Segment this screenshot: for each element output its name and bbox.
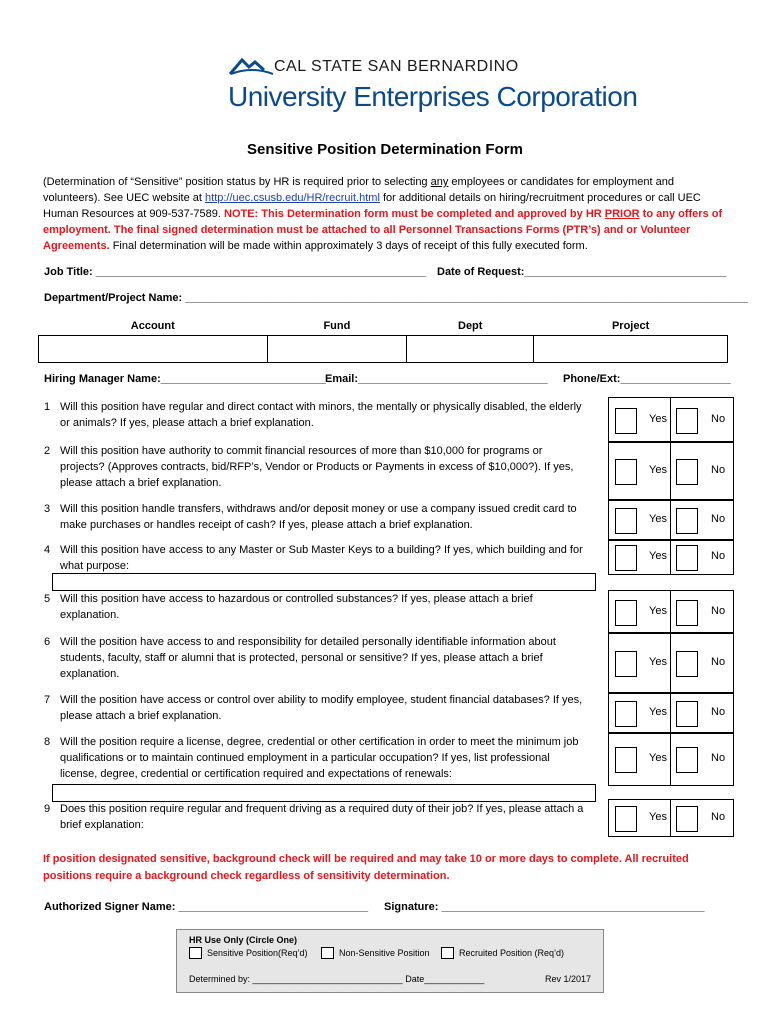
no-label: No bbox=[711, 513, 726, 525]
yes-label: Yes bbox=[649, 550, 667, 562]
intro-text-2: employees or candidates for employment and volunteers). See UEC website at bbox=[43, 176, 674, 204]
account-header: Account bbox=[130, 320, 175, 332]
no-label: No bbox=[711, 752, 726, 764]
question-number: 6 bbox=[44, 636, 51, 648]
question-3-answer bbox=[608, 499, 734, 541]
no-label: No bbox=[711, 413, 726, 425]
intro-text-3: for additional details on hiring/recruitment procedures or call UEC Human Resources at 909-537-7589. bbox=[43, 192, 701, 220]
yes-checkbox[interactable] bbox=[615, 747, 637, 773]
authorized-signer-field[interactable]: Authorized Signer Name: _______________________________ bbox=[44, 901, 369, 913]
yes-checkbox[interactable] bbox=[615, 508, 637, 534]
intro-any: any bbox=[430, 176, 449, 188]
no-label: No bbox=[711, 811, 726, 823]
question-number: 1 bbox=[44, 401, 51, 413]
revision-label: Rev 1/2017 bbox=[545, 974, 592, 984]
no-checkbox[interactable] bbox=[676, 806, 698, 832]
question-4-answer bbox=[608, 539, 734, 575]
intro-text-4: Final determination will be made within approximately 3 days of receipt of this fully executed form. bbox=[109, 240, 588, 252]
question-8-answer bbox=[608, 732, 734, 786]
question-text: Will this position have access to hazardous or controlled substances? If yes, please attach a brief explanation. bbox=[60, 593, 533, 621]
no-label: No bbox=[711, 656, 726, 668]
yes-checkbox[interactable] bbox=[615, 806, 637, 832]
signature-field[interactable]: Signature: ___________________________________________ bbox=[384, 901, 705, 913]
no-label: No bbox=[711, 706, 726, 718]
question-text: Will this position have authority to commit financial resources of more than $10,000 for programs or projects? (Approves contracts, bid/RFP’s, Vendor or Products or Payments in excess of $10,000?). If yes, please attach a brief explanation. bbox=[60, 445, 574, 489]
yes-checkbox[interactable] bbox=[615, 408, 637, 434]
form-title: Sensitive Position Determination Form bbox=[247, 141, 523, 158]
no-label: No bbox=[711, 464, 726, 476]
no-checkbox[interactable] bbox=[676, 508, 698, 534]
determined-by-field[interactable]: Determined by: ______________________________ Date____________ bbox=[189, 974, 485, 984]
question-number: 8 bbox=[44, 736, 51, 748]
yes-checkbox[interactable] bbox=[615, 651, 637, 677]
question-6-answer bbox=[608, 632, 734, 694]
yes-label: Yes bbox=[649, 464, 667, 476]
background-check-warning: If position designated sensitive, background check will be required and may take 10 or more days to complete. All recruited positions require a background check regardless of sensitivity determination. bbox=[43, 853, 689, 882]
hr-use-box bbox=[176, 929, 604, 993]
yes-label: Yes bbox=[649, 706, 667, 718]
question-5-answer bbox=[608, 590, 734, 634]
note-text-2: to any offers of employment. The final signed determination must be attached to all Personnel Transactions Forms (PTR’s) and or Volunteer Agreements. bbox=[43, 208, 723, 252]
hiring-manager-field[interactable]: Hiring Manager Name:___________________________ bbox=[44, 373, 326, 385]
account-input[interactable] bbox=[39, 336, 268, 363]
question-2-answer bbox=[608, 441, 734, 501]
phone-field[interactable]: Phone/Ext:__________________ bbox=[563, 373, 731, 385]
question-4-purpose-input[interactable] bbox=[52, 573, 596, 591]
non-sensitive-checkbox[interactable] bbox=[321, 947, 334, 959]
question-text: Will the position have access or control over ability to modify employee, student financial databases? If yes, please attach a brief explanation. bbox=[60, 694, 583, 722]
yes-checkbox[interactable] bbox=[615, 545, 637, 571]
recruited-checkbox[interactable] bbox=[441, 947, 454, 959]
project-header: Project bbox=[611, 320, 650, 332]
yes-checkbox[interactable] bbox=[615, 600, 637, 626]
question-1-answer bbox=[608, 397, 734, 443]
account-table bbox=[38, 319, 728, 363]
no-checkbox[interactable] bbox=[676, 701, 698, 727]
department-field[interactable]: Department/Project Name: ____________________________________________________________________________________________ bbox=[44, 292, 749, 304]
institution-name: CAL STATE SAN BERNARDINO bbox=[274, 58, 519, 75]
question-text: Does this position require regular and frequent driving as a required duty of their job? If yes, please attach a brief explanation: bbox=[60, 803, 584, 831]
intro-text-1: (Determination of “Sensitive” position status by HR is required prior to selecting bbox=[43, 176, 431, 188]
question-number: 2 bbox=[44, 445, 51, 457]
organization-name: University Enterprises Corporation bbox=[228, 81, 638, 112]
question-text: Will the position have access to and responsibility for detailed personally identifiable information about students, faculty, staff or alumni that is protected, personal or sensitive? If yes, please attach a brief explanation. bbox=[60, 636, 556, 680]
sensitive-checkbox[interactable] bbox=[189, 947, 202, 959]
recruit-link[interactable]: http://uec.csusb.edu/HR/recruit.html bbox=[205, 192, 380, 204]
yes-checkbox[interactable] bbox=[615, 701, 637, 727]
no-checkbox[interactable] bbox=[676, 600, 698, 626]
email-field[interactable]: Email:_______________________________ bbox=[325, 373, 548, 385]
no-checkbox[interactable] bbox=[676, 408, 698, 434]
intro-paragraph bbox=[43, 174, 733, 254]
no-checkbox[interactable] bbox=[676, 651, 698, 677]
yes-checkbox[interactable] bbox=[615, 459, 637, 485]
question-text: Will this position have regular and direct contact with minors, the mentally or physically disabled, the elderly or animals? If yes, please attach a brief explanation. bbox=[60, 401, 582, 429]
question-number: 5 bbox=[44, 593, 51, 605]
fund-header: Fund bbox=[323, 320, 351, 332]
question-7-answer bbox=[608, 692, 734, 734]
yes-label: Yes bbox=[649, 752, 667, 764]
note-text-1: NOTE: This Determination form must be completed and approved by HR bbox=[224, 208, 605, 220]
question-number: 9 bbox=[44, 803, 51, 815]
question-number: 7 bbox=[44, 694, 51, 706]
question-text: Will this position handle transfers, withdraws and/or deposit money or use a company issued credit card to make purchases or handles receipt of cash? If yes, please attach a brief explanation. bbox=[60, 503, 577, 531]
question-text: Will this position have access to any Master or Sub Master Keys to a building? If yes, which building and for what purpose: bbox=[60, 544, 583, 572]
csusb-mountain-logo bbox=[229, 56, 275, 76]
job-title-field[interactable]: Job Title: ______________________________________________________ bbox=[44, 266, 427, 278]
fund-input[interactable] bbox=[267, 336, 407, 363]
no-checkbox[interactable] bbox=[676, 459, 698, 485]
dept-header: Dept bbox=[458, 320, 483, 332]
dept-input[interactable] bbox=[407, 336, 534, 363]
no-checkbox[interactable] bbox=[676, 545, 698, 571]
non-sensitive-label: Non-Sensitive Position bbox=[339, 948, 430, 958]
note-prior: PRIOR bbox=[604, 208, 640, 220]
sensitive-label: Sensitive Position(Req’d) bbox=[207, 948, 308, 958]
no-label: No bbox=[711, 605, 726, 617]
yes-label: Yes bbox=[649, 811, 667, 823]
no-checkbox[interactable] bbox=[676, 747, 698, 773]
yes-label: Yes bbox=[649, 605, 667, 617]
yes-label: Yes bbox=[649, 413, 667, 425]
question-9-answer bbox=[608, 799, 734, 837]
recruited-label: Recruited Position (Req’d) bbox=[459, 948, 565, 958]
date-of-request-field[interactable]: Date of Request:_________________________________ bbox=[437, 266, 727, 278]
question-number: 3 bbox=[44, 503, 51, 515]
project-input[interactable] bbox=[534, 336, 728, 363]
question-text: Will the position require a license, degree, credential or other certification in order to meet the minimum job qualifications or to maintain continued employment in a particular occupation? If yes, list professional license, degree, credential or certification required and expectations of renewals: bbox=[60, 736, 579, 780]
no-label: No bbox=[711, 550, 726, 562]
yes-label: Yes bbox=[649, 656, 667, 668]
hr-use-title: HR Use Only (Circle One) bbox=[189, 935, 298, 945]
yes-label: Yes bbox=[649, 513, 667, 525]
question-8-certification-input[interactable] bbox=[52, 784, 596, 802]
question-number: 4 bbox=[44, 544, 51, 556]
